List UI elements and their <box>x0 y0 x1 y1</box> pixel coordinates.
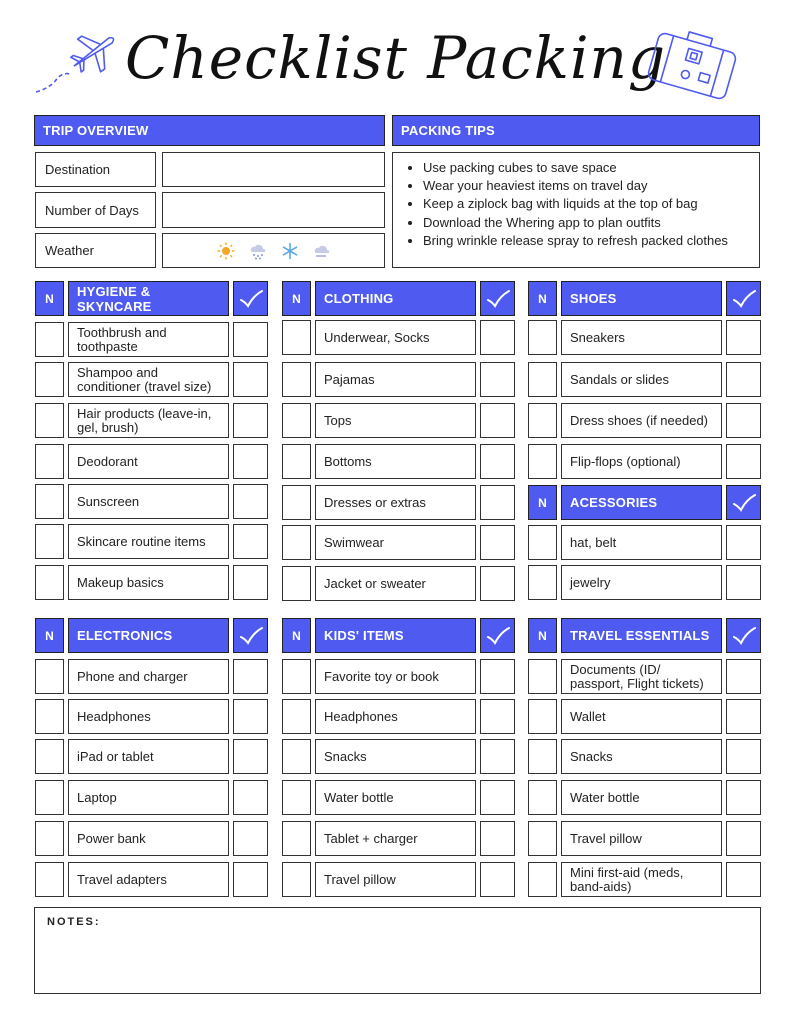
checklist-item: Phone and charger <box>68 659 229 694</box>
notes-label: NOTES: <box>47 916 101 928</box>
checklist-item: Wallet <box>561 699 722 734</box>
n-header-cell: N <box>35 618 64 653</box>
number-cell[interactable] <box>282 821 311 856</box>
checkbox[interactable] <box>233 362 268 397</box>
checklist-item: Flip-flops (optional) <box>561 444 722 479</box>
checkbox[interactable] <box>480 444 515 479</box>
checkbox[interactable] <box>233 322 268 357</box>
checklist-item: Jacket or sweater <box>315 566 476 601</box>
n-header-cell: N <box>528 485 557 520</box>
n-header-cell: N <box>35 281 64 316</box>
checklist-item: Sneakers <box>561 320 722 355</box>
checkmark-icon <box>486 289 510 309</box>
checkbox[interactable] <box>480 780 515 815</box>
n-header-cell: N <box>528 618 557 653</box>
checkbox[interactable] <box>480 699 515 734</box>
accessories-section-header: ACESSORIES <box>561 485 722 520</box>
checklist-item: Water bottle <box>561 780 722 815</box>
number-cell[interactable] <box>282 566 311 601</box>
checklist-item: Travel pillow <box>561 821 722 856</box>
checkbox[interactable] <box>233 565 268 600</box>
checklist-item: Dresses or extras <box>315 485 476 520</box>
number-cell[interactable] <box>528 821 557 856</box>
number-cell[interactable] <box>35 484 64 519</box>
checkbox[interactable] <box>726 565 761 600</box>
checkmark-icon <box>732 626 756 646</box>
checkbox[interactable] <box>233 821 268 856</box>
checkbox[interactable] <box>480 320 515 355</box>
number-cell[interactable] <box>282 780 311 815</box>
checklist-item: jewelry <box>561 565 722 600</box>
shoes-section-header: SHOES <box>561 281 722 316</box>
number-cell[interactable] <box>528 444 557 479</box>
weather-label: Weather <box>35 233 156 268</box>
checklist-item: Sunscreen <box>68 484 229 519</box>
number-cell[interactable] <box>35 821 64 856</box>
checkbox[interactable] <box>233 403 268 438</box>
checklist-item: Makeup basics <box>68 565 229 600</box>
rain-cloud-icon <box>249 242 267 260</box>
number-cell[interactable] <box>528 320 557 355</box>
tip-item: • Download the Whering app to plan outfits <box>423 214 759 232</box>
checklist-item: Toothbrush and toothpaste <box>68 322 229 357</box>
notes-area[interactable] <box>34 907 761 994</box>
number-cell[interactable] <box>282 403 311 438</box>
checkbox[interactable] <box>480 362 515 397</box>
n-header-cell: N <box>282 618 311 653</box>
checkmark-icon <box>486 626 510 646</box>
clothing-section-header: CLOTHING <box>315 281 476 316</box>
weather-field[interactable] <box>162 233 385 268</box>
checklist-item: Underwear, Socks <box>315 320 476 355</box>
number-cell[interactable] <box>35 444 64 479</box>
checkbox[interactable] <box>480 566 515 601</box>
number-cell[interactable] <box>282 659 311 694</box>
tip-item: • Bring wrinkle release spray to refresh packed clothes <box>423 232 759 250</box>
tip-item: • Keep a ziplock bag with liquids at the top of bag <box>423 195 759 213</box>
checklist-item: Tops <box>315 403 476 438</box>
wind-cloud-icon <box>313 242 331 260</box>
checklist-item: Documents (ID/ passport, Flight tickets) <box>561 659 722 694</box>
number-cell[interactable] <box>282 739 311 774</box>
checklist-item: Pajamas <box>315 362 476 397</box>
number-cell[interactable] <box>35 780 64 815</box>
number-cell[interactable] <box>35 659 64 694</box>
number-of-days-label: Number of Days <box>35 192 156 228</box>
airplane-icon <box>32 18 124 98</box>
checkbox[interactable] <box>233 699 268 734</box>
number-cell[interactable] <box>35 322 64 357</box>
checkbox[interactable] <box>726 403 761 438</box>
checkbox[interactable] <box>480 739 515 774</box>
number-cell[interactable] <box>282 699 311 734</box>
page-title: Checklist Packing <box>125 24 666 92</box>
number-cell[interactable] <box>35 739 64 774</box>
checkbox[interactable] <box>233 524 268 559</box>
checklist-item: Travel pillow <box>315 862 476 897</box>
checklist-item: Tablet + charger <box>315 821 476 856</box>
checkbox[interactable] <box>480 821 515 856</box>
number-cell[interactable] <box>528 403 557 438</box>
checklist-item: iPad or tablet <box>68 739 229 774</box>
number-cell[interactable] <box>528 780 557 815</box>
check-header-cell <box>726 281 761 316</box>
checklist-item: Skincare routine items <box>68 524 229 559</box>
check-header-cell <box>233 618 268 653</box>
checklist-item: Travel adapters <box>68 862 229 897</box>
checklist-item: Headphones <box>68 699 229 734</box>
checklist-item: Mini first-aid (meds, band-aids) <box>561 862 722 897</box>
n-header-cell: N <box>282 281 311 316</box>
electronics-section-header: ELECTRONICS <box>68 618 229 653</box>
number-cell[interactable] <box>35 524 64 559</box>
number-cell[interactable] <box>282 320 311 355</box>
checkmark-icon <box>239 626 263 646</box>
number-cell[interactable] <box>528 362 557 397</box>
check-header-cell <box>233 281 268 316</box>
destination-field[interactable] <box>162 152 385 187</box>
snowflake-icon <box>281 242 299 260</box>
checkbox[interactable] <box>726 739 761 774</box>
number-cell[interactable] <box>528 739 557 774</box>
number-cell[interactable] <box>282 444 311 479</box>
number-cell[interactable] <box>282 485 311 520</box>
checklist-item: Dress shoes (if needed) <box>561 403 722 438</box>
travel-section-header: TRAVEL ESSENTIALS <box>561 618 722 653</box>
hygiene-section-header: HYGIENE & SKYNCARE <box>68 281 229 316</box>
checkmark-icon <box>732 289 756 309</box>
packing-tips-list <box>392 152 760 268</box>
n-header-cell: N <box>528 281 557 316</box>
checkbox[interactable] <box>480 485 515 520</box>
checkbox[interactable] <box>726 699 761 734</box>
kids-section-header: KIDS' ITEMS <box>315 618 476 653</box>
checklist-item: Power bank <box>68 821 229 856</box>
checkmark-icon <box>239 289 263 309</box>
checklist-item: Bottoms <box>315 444 476 479</box>
check-header-cell <box>480 281 515 316</box>
number-cell[interactable] <box>35 565 64 600</box>
checklist-item: hat, belt <box>561 525 722 560</box>
checkbox[interactable] <box>726 780 761 815</box>
checklist-item: Headphones <box>315 699 476 734</box>
packing-tips-header: PACKING TIPS <box>392 115 760 146</box>
checkbox[interactable] <box>233 444 268 479</box>
checkmark-icon <box>732 493 756 513</box>
checkbox[interactable] <box>726 659 761 694</box>
number-cell[interactable] <box>282 862 311 897</box>
checkbox[interactable] <box>233 739 268 774</box>
checkbox[interactable] <box>233 659 268 694</box>
number-cell[interactable] <box>528 659 557 694</box>
checkbox[interactable] <box>726 444 761 479</box>
checklist-item: Shampoo and conditioner (travel size) <box>68 362 229 397</box>
checkbox[interactable] <box>726 362 761 397</box>
checkbox[interactable] <box>480 403 515 438</box>
number-cell[interactable] <box>528 565 557 600</box>
number-cell[interactable] <box>282 525 311 560</box>
number-cell[interactable] <box>528 862 557 897</box>
number-cell[interactable] <box>35 862 64 897</box>
number-cell[interactable] <box>35 403 64 438</box>
number-cell[interactable] <box>528 699 557 734</box>
checklist-item: Deodorant <box>68 444 229 479</box>
sun-icon <box>217 242 235 260</box>
checklist-item: Snacks <box>561 739 722 774</box>
checklist-item: Hair products (leave-in, gel, brush) <box>68 403 229 438</box>
number-cell[interactable] <box>35 362 64 397</box>
check-header-cell <box>726 618 761 653</box>
checkbox[interactable] <box>480 659 515 694</box>
checkbox[interactable] <box>480 525 515 560</box>
suitcase-icon <box>644 20 740 106</box>
checklist-item: Swimwear <box>315 525 476 560</box>
checkbox[interactable] <box>726 862 761 897</box>
tip-item: • Use packing cubes to save space <box>423 159 759 177</box>
checkbox[interactable] <box>233 862 268 897</box>
checkbox[interactable] <box>233 780 268 815</box>
checklist-item: Favorite toy or book <box>315 659 476 694</box>
checklist-item: Snacks <box>315 739 476 774</box>
checkbox[interactable] <box>233 484 268 519</box>
checkbox[interactable] <box>726 821 761 856</box>
trip-overview-header: TRIP OVERVIEW <box>34 115 385 146</box>
number-cell[interactable] <box>35 699 64 734</box>
number-cell[interactable] <box>528 525 557 560</box>
tip-item: • Wear your heaviest items on travel day <box>423 177 759 195</box>
checklist-item: Laptop <box>68 780 229 815</box>
checkbox[interactable] <box>726 525 761 560</box>
checklist-item: Water bottle <box>315 780 476 815</box>
checklist-item: Sandals or slides <box>561 362 722 397</box>
checkbox[interactable] <box>726 320 761 355</box>
number-of-days-field[interactable] <box>162 192 385 228</box>
check-header-cell <box>726 485 761 520</box>
checkbox[interactable] <box>480 862 515 897</box>
destination-label: Destination <box>35 152 156 187</box>
number-cell[interactable] <box>282 362 311 397</box>
check-header-cell <box>480 618 515 653</box>
